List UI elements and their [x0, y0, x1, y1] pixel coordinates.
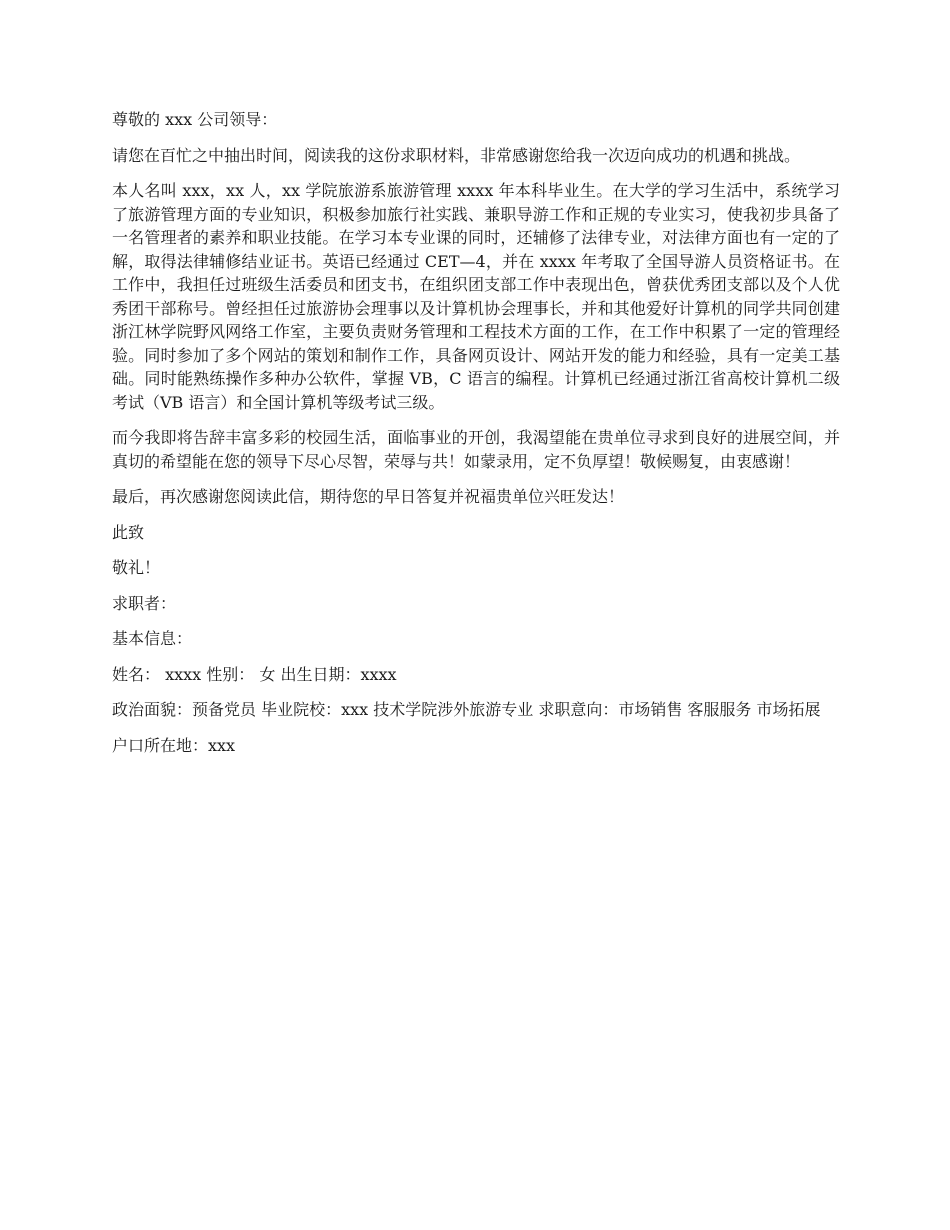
intro-paragraph: 请您在百忙之中抽出时间，阅读我的这份求职材料，非常感谢您给我一次迈向成功的机遇和挑战。: [112, 145, 801, 165]
aspiration-paragraph: 而今我即将告辞丰富多彩的校园生活，面临事业的开创，我渴望能在贵单位寻求到良好的进展空间，并真切的希望能在您的领导下尽心尽智，荣辱与共！如蒙录用，定不负厚望！敬候赐复，由衷感谢！: [112, 428, 840, 471]
salutation: 尊敬的 xxx 公司领导：: [112, 110, 278, 129]
closing-line: 此致: [112, 522, 145, 542]
regards-line: 敬礼！: [112, 558, 161, 577]
background-paragraph: 本人名叫 xxx，xx 人，xx 学院旅游系旅游管理 xxxx 年本科毕业生。在大学的学习生活中，系统学习了旅游管理方面的专业知识，积极参加旅行社实践、兼职导游工作和正规的专业实习，使我初步具备了一名管理者的素养和职业技能。在学习本专业课的同时，还辅修了法律专业，对法律方面也有一定的了解，取得法律辅修结业证书。英语已经通过 CET—4，并在 xxxx 年考取了全国导游人员资格证书。在工作中，我担任过班级生活委员和团支书，在组织团支部工作中表现出色，曾获优秀团支部以及个人优秀团干部称号。曾经担任过旅游协会理事以及计算机协会理事长，并和其他爱好计算机的同学共同创建浙江林学院野风网络工作室，主要负责财务管理和工程技术方面的工作，在工作中积累了一定的管理经验。同时参加了多个网站的策划和制作工作，具备网页设计、网站开发的能力和经验，具有一定美工基础。同时能熟练操作多种办公软件，掌握 VB，C 语言的编程。计算机已经通过浙江省高校计算机二级考试（VB 语言）和全国计算机等级考试三级。: [112, 181, 840, 412]
thanks-paragraph: 最后，再次感谢您阅读此信，期待您的早日答复并祝福贵单位兴旺发达！: [112, 487, 625, 506]
cover-letter: [112, 108, 840, 769]
info-residence-line: 户口所在地：xxx: [112, 735, 236, 755]
info-name-line: 姓名： xxxx 性别： 女 出生日期：xxxx: [112, 664, 397, 684]
info-politics-line: 政治面貌：预备党员 毕业院校：xxx 技术学院涉外旅游专业 求职意向：市场销售 客服服务 市场拓展: [112, 700, 821, 719]
signature-line: 求职者：: [112, 593, 177, 613]
info-heading: 基本信息：: [112, 629, 193, 648]
